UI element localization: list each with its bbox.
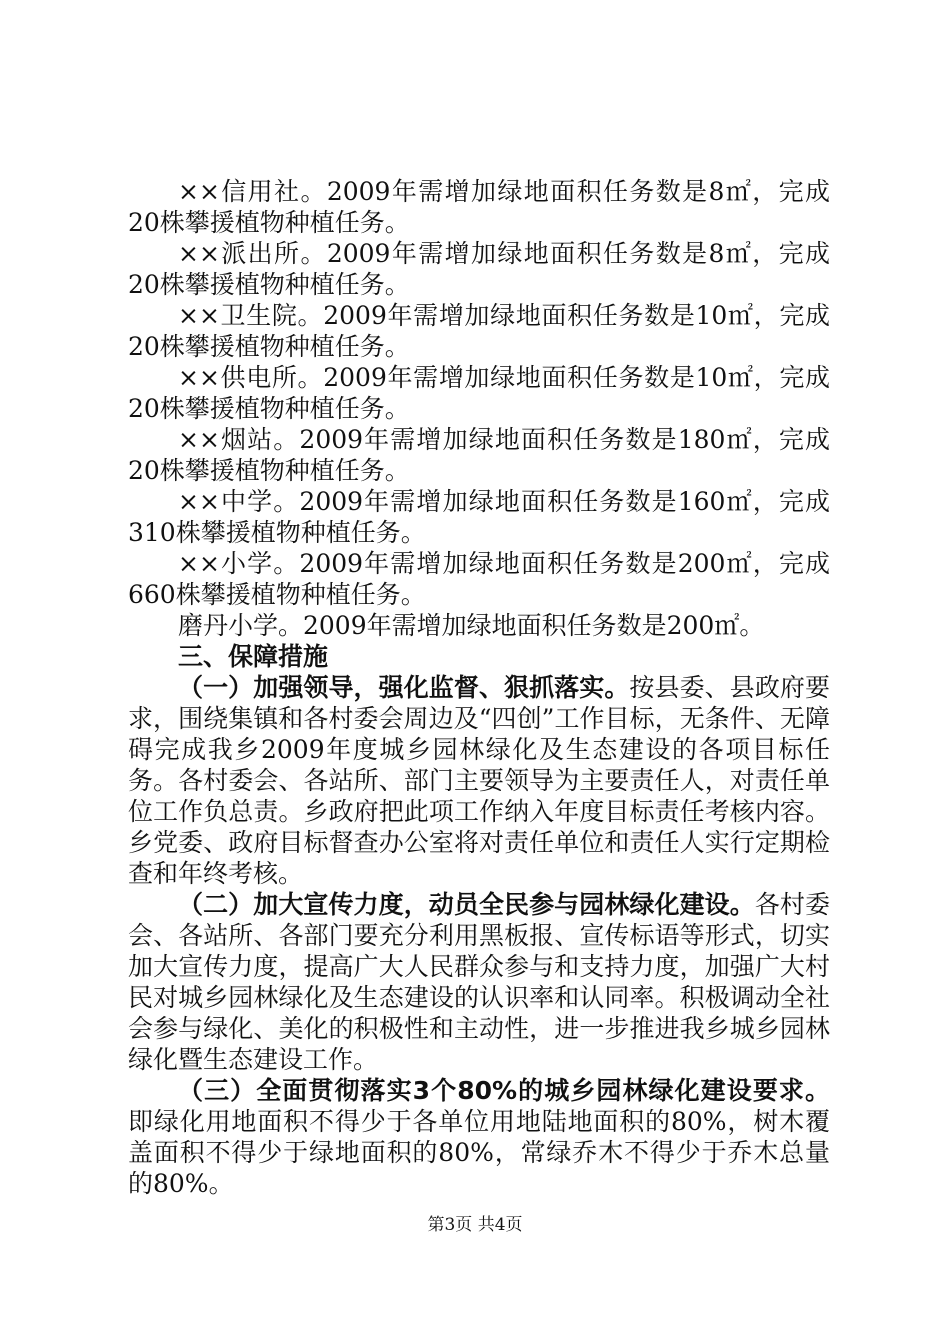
task-paragraph-power-station: ××供电所。2009年需增加绿地面积任务数是10㎡，完成20株攀援植物种植任务。 <box>128 363 830 423</box>
measure-paragraph-2 <box>128 889 830 1075</box>
task-paragraph-modan-school: 磨丹小学。2009年需增加绿地面积任务数是200㎡。 <box>178 611 765 640</box>
task-paragraph-credit-union: ××信用社。2009年需增加绿地面积任务数是8㎡，完成20株攀援植物种植任务。 <box>128 177 830 237</box>
measure-lead-3: （三）全面贯彻落实3个80%的城乡园林绿化建设要求。 <box>178 1076 830 1105</box>
document-body <box>128 176 830 1199</box>
measure-paragraph-1 <box>128 672 830 889</box>
measure-body-1: 按县委、县政府要求，围绕集镇和各村委会周边及“四创”工作目标，无条件、无障碍完成我乡2009年度城乡园林绿化及生态建设的各项目标任务。各村委会、各站所、部门主要领导为主要责任人，对责任单位工作负总责。乡政府把此项工作纳入年度目标责任考核内容。乡党委、政府目标督查办公室将对责任单位和责任人实行定期检查和年终考核。 <box>128 673 830 888</box>
section-heading: 三、保障措施 <box>178 642 329 671</box>
task-paragraph-health-center: ××卫生院。2009年需增加绿地面积任务数是10㎡，完成20株攀援植物种植任务。 <box>128 301 830 361</box>
measure-paragraph-3 <box>128 1075 830 1199</box>
measure-lead-1: （一）加强领导，强化监督、狠抓落实。 <box>178 673 630 702</box>
measure-lead-2: （二）加大宣传力度，动员全民参与园林绿化建设。 <box>178 890 755 919</box>
task-paragraph-primary-school: ××小学。2009年需增加绿地面积任务数是200㎡，完成660株攀援植物种植任务。 <box>128 549 830 609</box>
task-paragraph-police-station: ××派出所。2009年需增加绿地面积任务数是8㎡，完成20株攀援植物种植任务。 <box>128 239 830 299</box>
measure-body-3: 即绿化用地面积不得少于各单位用地陆地面积的80%，树木覆盖面积不得少于绿地面积的80%，常绿乔木不得少于乔木总量的80%。 <box>128 1107 830 1198</box>
task-paragraph-middle-school: ××中学。2009年需增加绿地面积任务数是160㎡，完成310株攀援植物种植任务。 <box>128 487 830 547</box>
measure-body-2: 各村委会、各站所、各部门要充分利用黑板报、宣传标语等形式，切实加大宣传力度，提高广大人民群众参与和支持力度，加强广大村民对城乡园林绿化及生态建设的认识率和认同率。积极调动全社会参与绿化、美化的积极性和主动性，进一步推进我乡城乡园林绿化暨生态建设工作。 <box>128 890 830 1074</box>
page-footer: 第3页 共4页 <box>427 1215 523 1235</box>
task-paragraph-tobacco-station: ××烟站。2009年需增加绿地面积任务数是180㎡，完成20株攀援植物种植任务。 <box>128 425 830 485</box>
